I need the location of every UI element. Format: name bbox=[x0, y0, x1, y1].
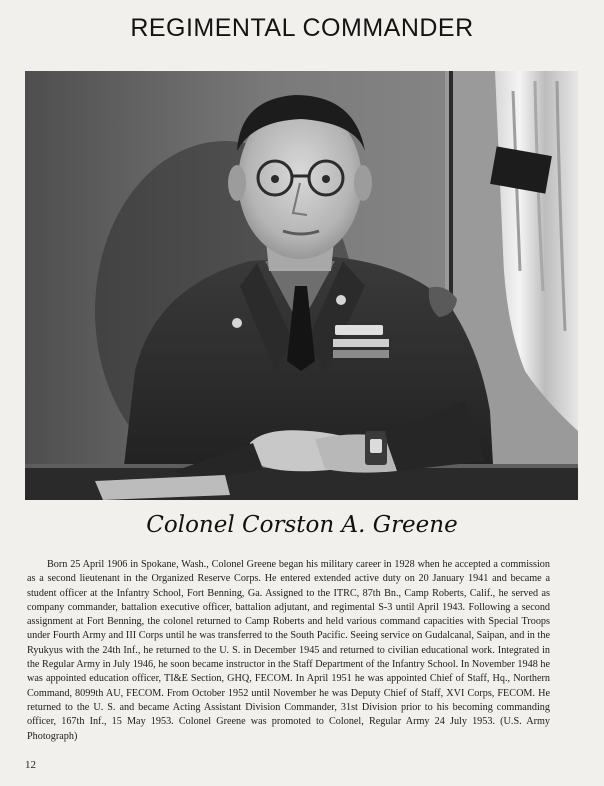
page-number: 12 bbox=[25, 759, 36, 771]
photo-caption: Colonel Corston A. Greene bbox=[146, 512, 458, 538]
portrait-illustration bbox=[25, 71, 578, 500]
biography-text: Born 25 April 1906 in Spokane, Wash., Colonel Greene began his military career in 1928 when he accepted a commission as a second lieutenant in the Organized Reserve Corps. He entered extended active duty on 20 January 1941 and became a student officer at the Infantry School, Fort Benning, Ga. Assigned to the ITRC, 87th Bn., Camp Roberts, Calif., he served as company commander, battalion executive officer, battalion adjutant, and regimental S-3 until April 1943. Following a second assignment at Fort Benning, the colonel returned to Camp Roberts and held various command capacities with Special Troops under Fourth Army and III Corps until he was transferred to the South Pacific. Seeing service on Gudalcanal, Saipan, and in the Ryukyus with the 24th Inf., he returned to the U. S. in December 1945 and returned to civilian educational work. Integrated in the Regular Army in July 1946, he soon became instructor in the Staff Department of the Infantry School. In November 1948 he was appointed education officer, TI&E Section, GHQ, FECOM. In April 1951 he was appointed Chief of Staff, Hq., Northern Command, 8099th AU, FECOM. From October 1952 until November he was Deputy Chief of Staff, XVI Corps, FECOM. He returned to the U. S. and became Acting Assistant Division Commander, 31st Division prior to his becoming commanding officer, 167th Inf., 15 May 1953. Colonel Greene was promoted to Colonel, Regular Army 24 July 1953. (U.S. Army Photograph) bbox=[27, 559, 550, 742]
page-title: REGIMENTAL COMMANDER bbox=[130, 14, 474, 42]
portrait-photo bbox=[25, 71, 578, 500]
